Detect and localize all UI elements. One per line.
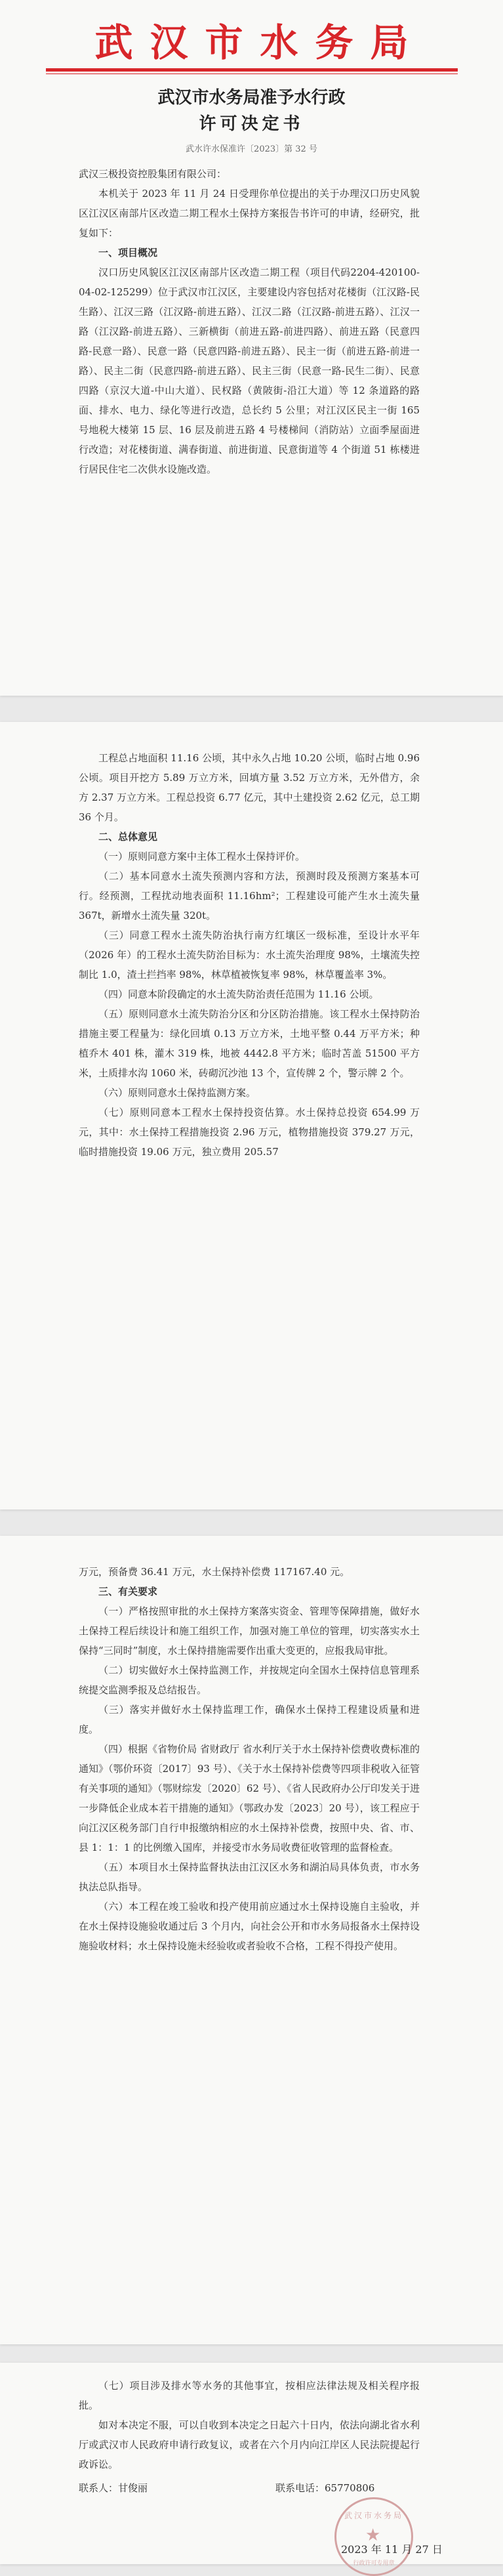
issue-date: 2023 年 11 月 27 日 — [341, 2543, 443, 2556]
page2-body — [79, 748, 420, 1162]
requirement-3: （三）落实并做好水土保持监理工作，确保水土保持工程建设质量和进度。 — [79, 1704, 420, 1735]
opinion-7: （七）原则同意本工程水土保持投资估算。水土保持总投资 654.99 万元，其中：水土保持工程措施投资 2.96 万元，植物措施投资 379.27 万元，临时措施投资 19.06 万元，独立费用 205.57 — [79, 1107, 420, 1158]
red-divider — [46, 68, 458, 72]
intro-paragraph: 本机关于 2023 年 11 月 24 日受理你单位提出的关于办理汉口历史风貌区江汉区南部片区改造二期工程水土保持方案报告书许可的申请，经研究，批复如下： — [79, 188, 420, 239]
seal-star-icon: ★ — [365, 2525, 381, 2545]
addressee: 武汉三极投资控股集团有限公司： — [79, 168, 227, 180]
overview-paragraph: 汉口历史风貌区江汉区南部片区改造二期工程（项目代码2204-420100-04-02-125299）位于武汉市江汉区，主要建设内容包括对花楼街（江汉路-民生路）、江汉三路（江汉路-前进五路）、江汉二路（江汉路-前进五路）、江汉一路（江汉路-前进五路）、三新横街（前进五路-前进四路）、前进五路（民意四路-民意一路）、民意一路（民意四路-前进五路）、民主一街（前进五路-前进一路）、民主二街（民意四路-前进五路）、民主三街（民意一路-民生二街）、民意四路（京汉大道-中山大道）、民权路（黄陂街-沿江大道）等 12 条道路的路面、排水、电力、绿化等进行改造，总长约 5 公里；对江汉区民主一街 165 号地税大楼第 15 层、16 层及前进五路 4 号楼梯间（消防站）立面季屋面进行改造；对花楼街道、满春街道、前进街道、民意街道等 4 个街道 51 栋楼进行居民住宅二次供水设施改造。 — [79, 266, 420, 475]
page3-body — [79, 1562, 420, 1956]
opinion-6: （六）原则同意水土保持监测方案。 — [98, 1087, 256, 1099]
seal-purpose-text: 行政许可专用章 — [353, 2560, 395, 2567]
opinion-1: （一）原则同意方案中主体工程水土保持评价。 — [98, 851, 306, 862]
requirement-2: （二）切实做好水土保持监测工作，并按规定向全国水土保持信息管理系统提交监测季报及总结报告。 — [79, 1664, 420, 1696]
section-2-heading: 二、总体意见 — [98, 831, 158, 843]
investment-continued: 万元，预备费 36.41 万元，水土保持补偿费 117167.40 元。 — [79, 1566, 350, 1578]
seal-agency-text: 武汉市水务局 — [344, 2511, 403, 2520]
page-3 — [0, 1536, 503, 2344]
requirement-7: （七）项目涉及排水等水务的其他事宜，按相应法律法规及相关程序报批。 — [79, 2380, 420, 2411]
page-4 — [0, 2363, 503, 2567]
section-3-heading: 三、有关要求 — [98, 1586, 158, 1597]
appeal-paragraph: 如对本决定不服，可以自收到本决定之日起六十日内，依法向湖北省水利厅或武汉市人民政府申请行政复议，或者在六个月内向江岸区人民法院提起行政诉讼。 — [79, 2419, 420, 2470]
requirement-6: （六）本工程在竣工验收和投产使用前应通过水土保持设施自主验收，并在水土保持设施验收通过后 3 个月内，向社会公开和市水务局报备水土保持设施验收材料；水土保持设施未经验收或者验收不合格，工程不得投产使用。 — [79, 1901, 420, 1952]
page-1 — [0, 0, 503, 696]
document-title-line1: 武汉市水务局准予水行政 — [157, 88, 346, 108]
document-title-line2: 许可决定书 — [199, 114, 304, 134]
requirement-4: （四）根据《省物价局 省财政厅 省水利厅关于水土保持补偿费收费标准的通知》（鄂价环资〔2017〕93 号）、《关于水土保持补偿费等四项非税收入征管有关事项的通知》（鄂财综发〔2020〕62 号）、《省人民政府办公厅印发关于进一步降低企业成本若干措施的通知》（鄂政办发〔2023〕20 号），该工程应于向江汉区税务部门自行申报缴纳相应的水土保持补偿费，按照中央、省、市、县 1：1：1 的比例缴入国库，并接受市水务局收费征收管理的监督检查。 — [79, 1743, 420, 1853]
document-number: 武水许水保准许〔2023〕第 32 号 — [186, 144, 317, 154]
opinion-2: （二）基本同意水土流失预测内容和方法，预测时段及预测方案基本可行。经预测，工程扰动地表面积 11.16hm²；工程建设可能产生水土流失量 367t，新增水土流失量 320t。 — [79, 870, 420, 921]
official-seal — [334, 2497, 413, 2576]
page1-body — [79, 164, 420, 479]
contact-person: 联系人：甘俊丽 — [79, 2482, 148, 2494]
requirement-5: （五）本项目水土保持监督执法由江汉区水务和湖泊局具体负责，市水务执法总队指导。 — [79, 1861, 420, 1893]
opinion-5: （五）原则同意水土流失防治分区和分区防治措施。该工程水土保持防治措施主要工程量为：绿化回填 0.13 万立方米，土地平整 0.44 万平方米；种植乔木 401 株，灌木 319 株，地被 4442.8 平方米；临时苫盖 51500 平方米，土质排水沟 1060 米，砖砌沉沙池 13 个，宣传牌 2 个，警示牌 2 个。 — [79, 1008, 420, 1079]
contact-phone: 联系电话：65770806 — [275, 2482, 375, 2494]
requirement-1: （一）严格按照审批的水土保持方案落实资金、管理等保障措施，做好水土保持工程后续设计和施工组织工作，加强对施工单位的管理，切实落实水土保持“三同时”制度，水土保持措施需要作出重大变更的，应报我局审批。 — [79, 1605, 420, 1657]
page4-body — [79, 2376, 420, 2474]
agency-letterhead: 武汉市水务局 — [94, 20, 426, 65]
opinion-4: （四）同意本阶段确定的水土流失防治责任范围为 11.16 公顷。 — [98, 988, 379, 1000]
opinion-3: （三）同意工程水土流失防治执行南方红壤区一级标准，至设计水平年（2026 年）的工程水土流失防治目标为：水土流失治理度 98%，土壤流失控制比 1.0，渣土拦挡率 98%，林草植被恢复率 98%，林草覆盖率 3%。 — [79, 929, 420, 981]
section-1-heading: 一、项目概况 — [98, 247, 158, 259]
contact-row — [79, 2481, 420, 2495]
page-2 — [0, 722, 503, 1510]
land-area-paragraph: 工程总占地面积 11.16 公顷，其中永久占地 10.20 公顷，临时占地 0.96 公顷。项目开挖方 5.89 万立方米，回填方量 3.52 万立方米，无外借方，余方 2.37 万立方米。工程总投资 6.77 亿元，其中土建投资 2.62 亿元，总工期 36 个月。 — [79, 752, 420, 823]
